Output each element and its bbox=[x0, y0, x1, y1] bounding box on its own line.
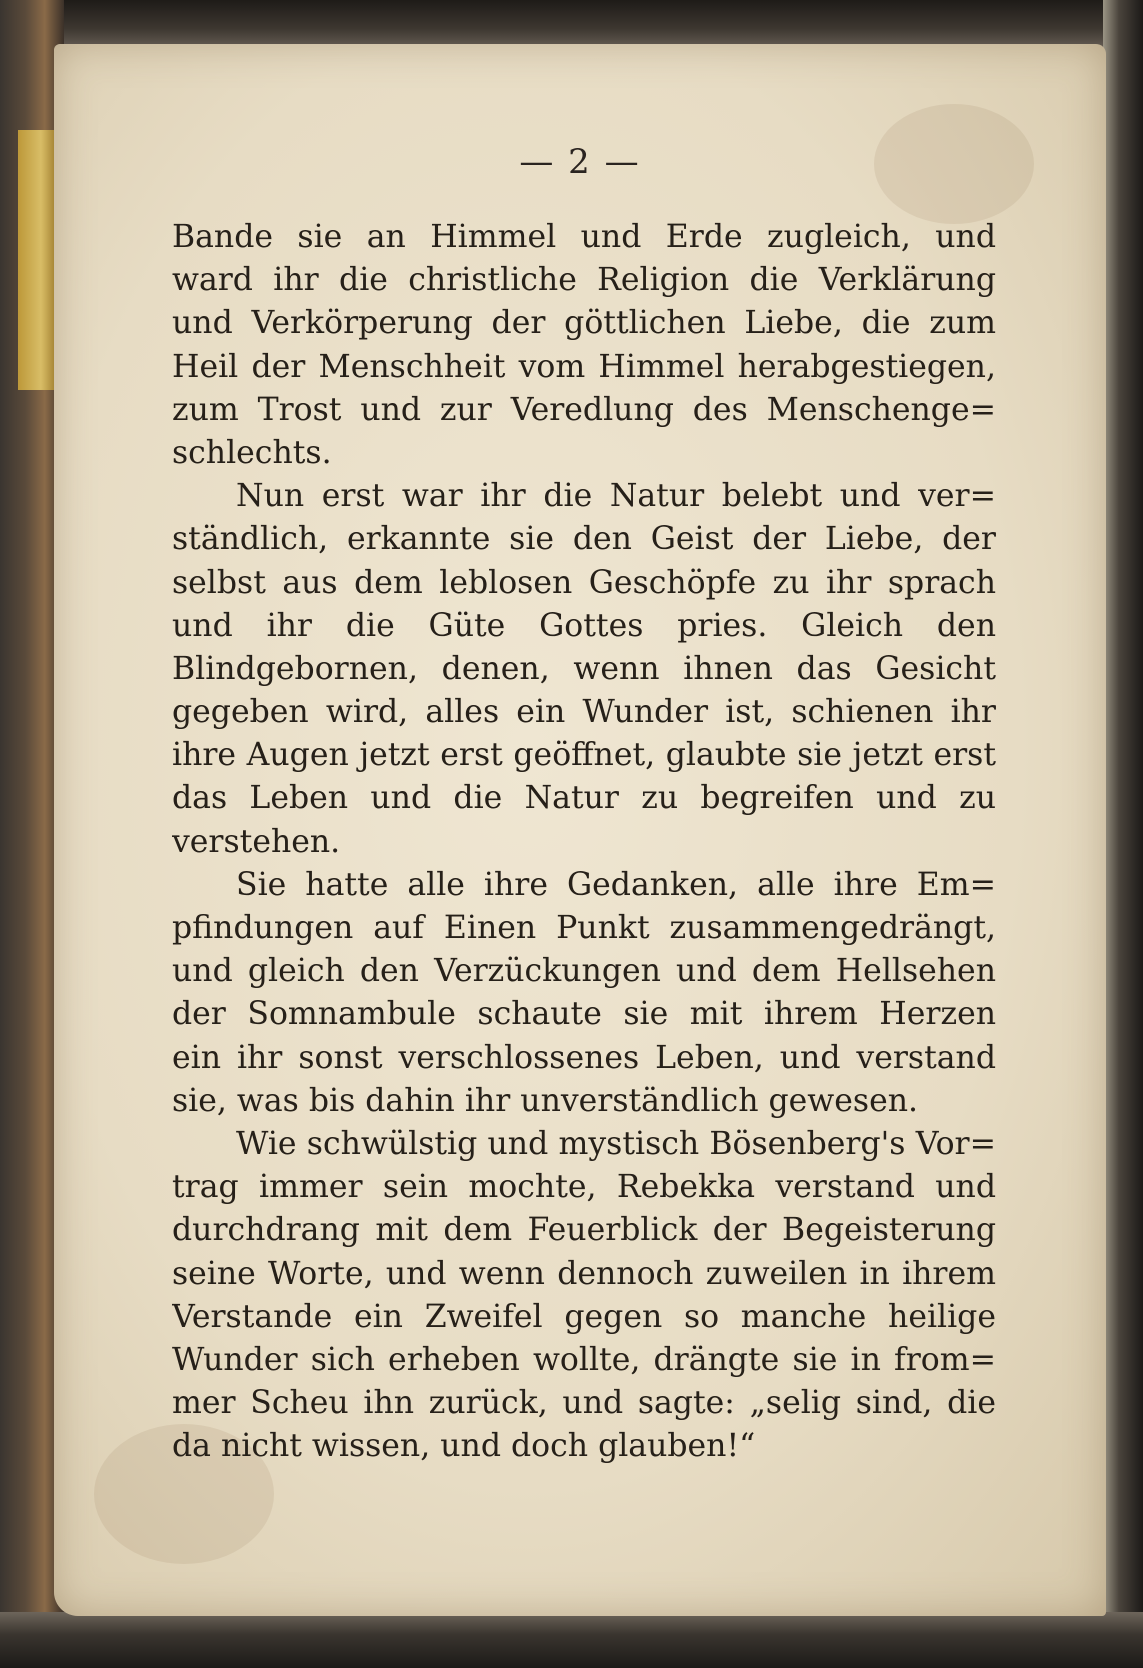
text-line: durchdrang mit dem Feuerblick der Begeisterung bbox=[172, 1212, 996, 1249]
text-line: Wunder sich erheben wollte, drängte sie in from= bbox=[172, 1341, 996, 1378]
text-line: Sie hatte alle ihre Gedanken, alle ihre Em= bbox=[236, 866, 996, 903]
book-cover-bottom-edge bbox=[0, 1612, 1143, 1668]
text-line: das Leben und die Natur zu begreifen und zu bbox=[172, 780, 996, 817]
text-line: Nun erst war ihr die Natur belebt und ver= bbox=[236, 478, 996, 515]
text-line: seine Worte, und wenn dennoch zuweilen in ihrem bbox=[172, 1255, 996, 1292]
text-line: zum Trost und zur Veredlung des Menschenge= bbox=[172, 391, 996, 428]
text-line: und Verkörperung der göttlichen Liebe, die zum bbox=[172, 305, 996, 342]
text-line: mer Scheu ihn zurück, und sagte: „selig sind, die bbox=[172, 1385, 996, 1422]
text-line: pfindungen auf Einen Punkt zusammengedrängt, bbox=[172, 910, 996, 946]
text-line: Verstande ein Zweifel gegen so manche heilige bbox=[172, 1298, 996, 1335]
text-line: der Somnambule schaute sie mit ihrem Herzen bbox=[172, 996, 996, 1033]
body-text bbox=[172, 216, 996, 1468]
text-line: ein ihr sonst verschlossenes Leben, und verstand bbox=[172, 1039, 996, 1076]
text-line: ihre Augen jetzt erst geöffnet, glaubte sie jetzt erst bbox=[172, 737, 996, 774]
text-line: gegeben wird, alles ein Wunder ist, schienen ihr bbox=[172, 694, 996, 731]
book-cover-right-edge bbox=[1103, 0, 1143, 1668]
text-line: schlechts. bbox=[172, 434, 332, 471]
text-line: sie, was bis dahin ihr unverständlich gewesen. bbox=[172, 1082, 919, 1119]
text-line: ward ihr die christliche Religion die Verklärung bbox=[172, 262, 996, 299]
text-line: selbst aus dem leblosen Geschöpfe zu ihr sprach bbox=[172, 564, 996, 601]
book-page bbox=[54, 44, 1106, 1616]
text-line: Bande sie an Himmel und Erde zugleich, und bbox=[172, 219, 996, 255]
text-line: und gleich den Verzückungen und dem Hellsehen bbox=[172, 953, 996, 990]
page-number: — 2 — bbox=[519, 142, 641, 182]
text-line: Wie schwülstig und mystisch Bösenberg's Vor= bbox=[236, 1125, 996, 1162]
text-line: und ihr die Güte Gottes pries. Gleich den bbox=[172, 607, 996, 644]
text-line: trag immer sein mochte, Rebekka verstand und bbox=[172, 1169, 996, 1206]
text-line: Heil der Menschheit vom Himmel herabgestiegen, bbox=[172, 348, 996, 385]
text-line: Blindgebornen, denen, wenn ihnen das Gesicht bbox=[172, 650, 996, 687]
text-line: ständlich, erkannte sie den Geist der Liebe, der bbox=[172, 521, 996, 558]
book-binding-strip bbox=[18, 130, 56, 390]
text-line: da nicht wissen, und doch glauben!“ bbox=[172, 1428, 756, 1465]
text-line: verstehen. bbox=[172, 823, 341, 860]
